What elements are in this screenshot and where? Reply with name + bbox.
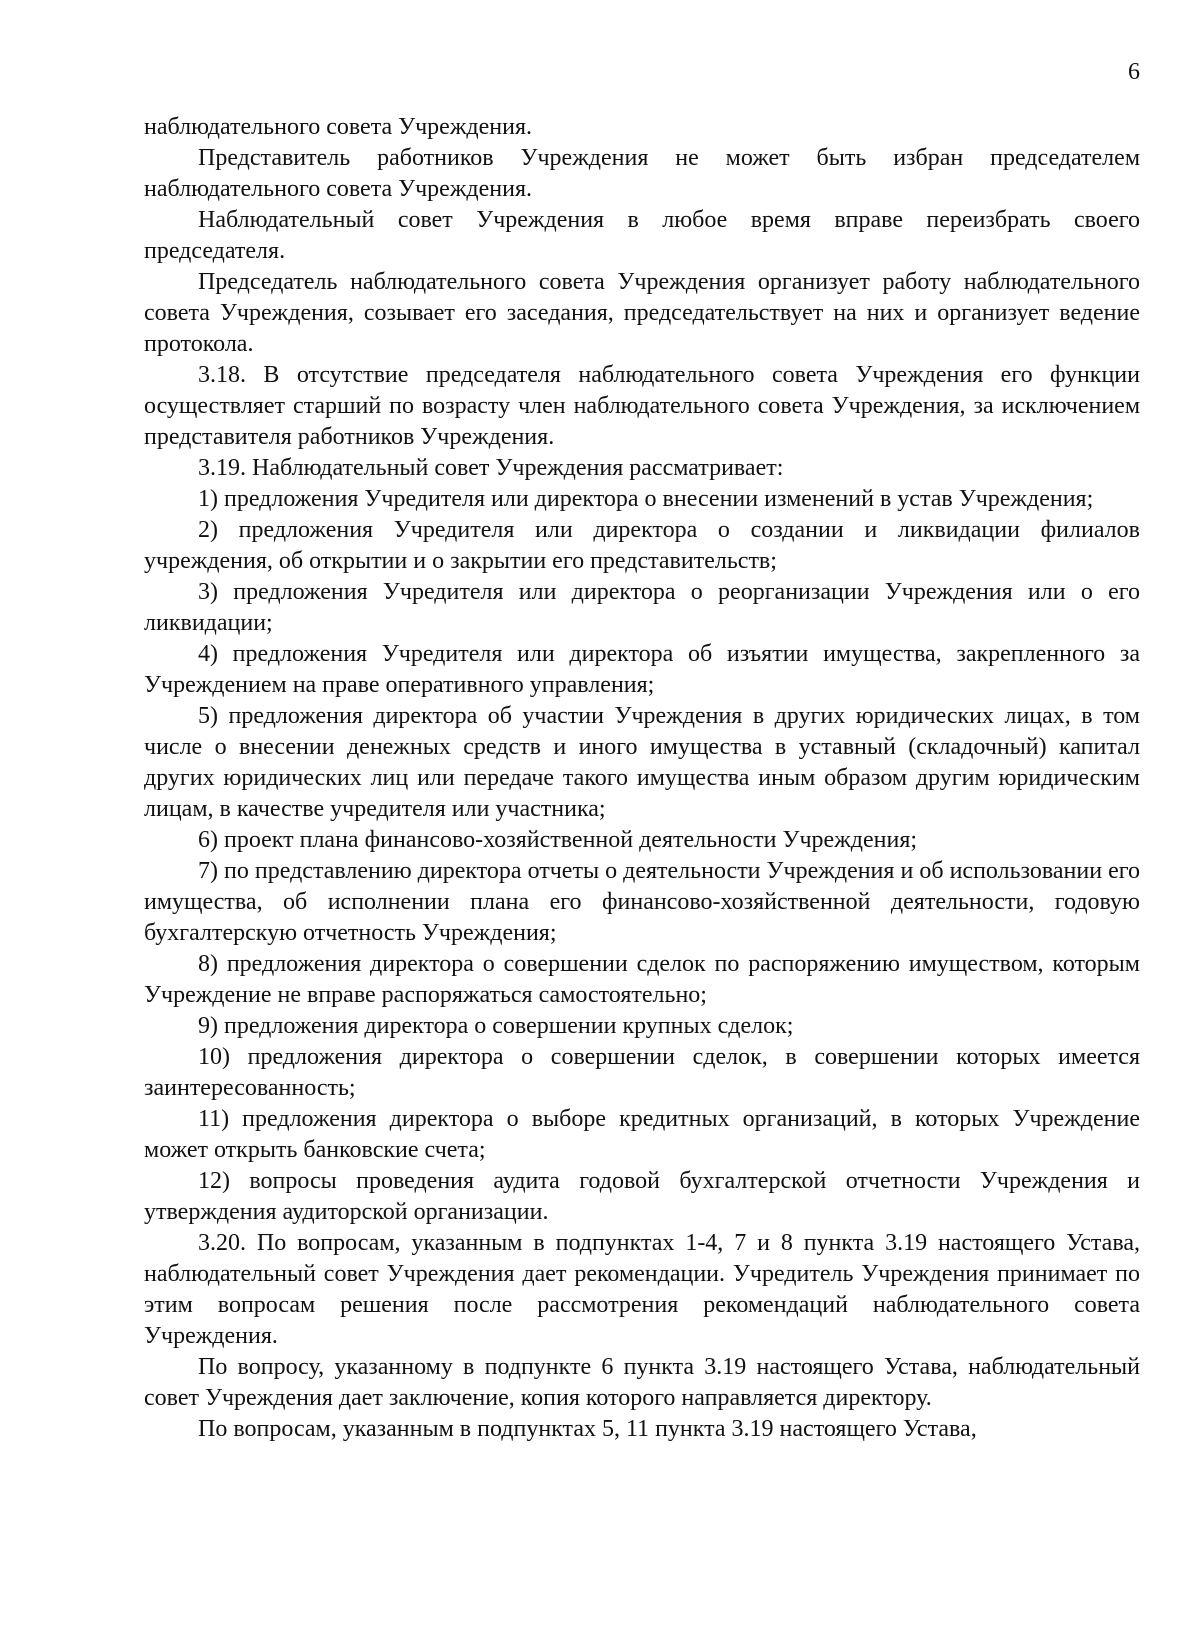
paragraph-item-3-20: 3.20. По вопросам, указанным в подпунктах 1-4, 7 и 8 пункта 3.19 настоящего Устава, наблюдательный совет Учреждения дает рекомендации. Учредитель Учреждения принимает по этим вопросам решения после рассмотрения рекомендаций наблюдательного совета Учреждения. [144, 1230, 1140, 1349]
list-item-6: 6) проект плана финансово-хозяйственной деятельности Учреждения; [198, 827, 918, 853]
list-item-9: 9) предложения директора о совершении крупных сделок; [198, 1013, 794, 1039]
page-number: 6 [1128, 59, 1140, 85]
list-item-2: 2) предложения Учредителя или директора о создании и ликвидации филиалов учреждения, об открытии и о закрытии его представительств; [144, 517, 1140, 574]
list-item-1: 1) предложения Учредителя или директора о внесении изменений в устав Учреждения; [198, 486, 1094, 512]
paragraph-5-item-3-18: 3.18. В отсутствие председателя наблюдательного совета Учреждения его функции осуществляет старший по возрасту член наблюдательного совета Учреждения, за исключением представителя работников Учреждения. [144, 362, 1140, 450]
document-body [144, 112, 1140, 1445]
list-item-7: 7) по представлению директора отчеты о деятельности Учреждения и об использовании его имущества, об исполнении плана его финансово-хозяйственной деятельности, годовую бухгалтерскую отчетность Учреждения; [144, 858, 1140, 946]
list-item-10: 10) предложения директора о совершении сделок, в совершении которых имеется заинтересованность; [144, 1044, 1140, 1101]
paragraph-item-6-conclusion: По вопросу, указанному в подпункте 6 пункта 3.19 настоящего Устава, наблюдательный совет Учреждения дает заключение, копия которого направляется директору. [144, 1354, 1140, 1411]
paragraph-6-item-3-19: 3.19. Наблюдательный совет Учреждения рассматривает: [198, 455, 784, 481]
list-item-8: 8) предложения директора о совершении сделок по распоряжению имуществом, которым Учреждение не вправе распоряжаться самостоятельно; [144, 951, 1140, 1008]
paragraph-4: Председатель наблюдательного совета Учреждения организует работу наблюдательного совета Учреждения, созывает его заседания, председательствует на них и организует ведение протокола. [144, 269, 1140, 357]
list-item-4: 4) предложения Учредителя или директора об изъятии имущества, закрепленного за Учреждением на праве оперативного управления; [144, 641, 1140, 698]
paragraph-3: Наблюдательный совет Учреждения в любое время вправе переизбрать своего председателя. [144, 207, 1140, 264]
paragraph-2: Представитель работников Учреждения не может быть избран председателем наблюдательного совета Учреждения. [144, 145, 1140, 202]
paragraph-1: наблюдательного совета Учреждения. [144, 114, 533, 140]
list-item-11: 11) предложения директора о выборе кредитных организаций, в которых Учреждение может открыть банковские счета; [144, 1106, 1140, 1163]
paragraph-final-partial: По вопросам, указанным в подпунктах 5, 11 пункта 3.19 настоящего Устава, [198, 1416, 977, 1442]
list-item-12: 12) вопросы проведения аудита годовой бухгалтерской отчетности Учреждения и утверждения аудиторской организации. [144, 1168, 1140, 1225]
list-item-5: 5) предложения директора об участии Учреждения в других юридических лицах, в том числе о внесении денежных средств и иного имущества в уставный (складочный) капитал других юридических лиц или передаче такого имущества иным образом другим юридическим лицам, в качестве учредителя или участника; [144, 703, 1140, 822]
list-item-3: 3) предложения Учредителя или директора о реорганизации Учреждения или о его ликвидации; [144, 579, 1140, 636]
